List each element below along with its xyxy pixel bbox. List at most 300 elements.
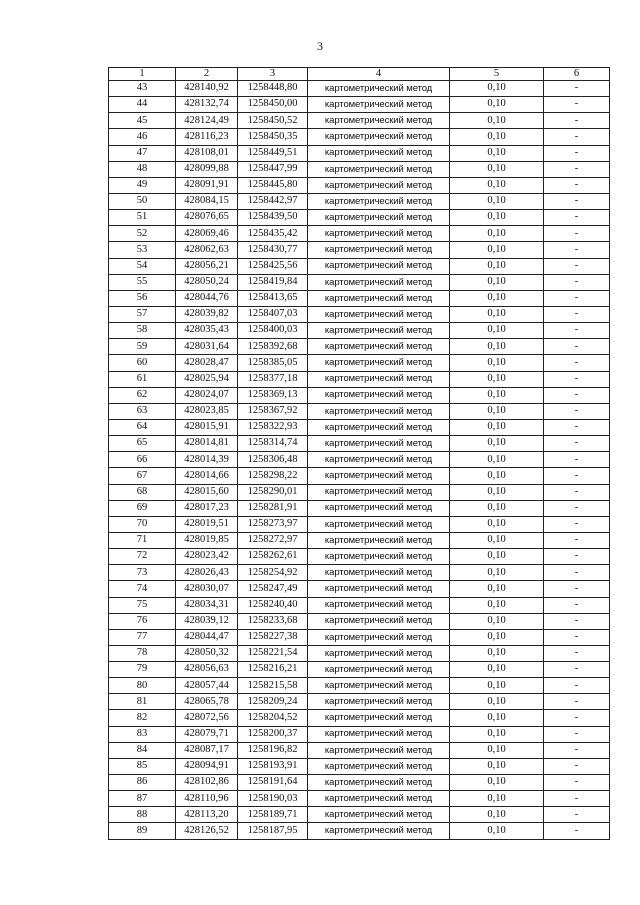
x-coordinate-cell: 428065,78 xyxy=(176,694,238,710)
method-cell: картометрический метод xyxy=(308,629,450,645)
coordinates-table xyxy=(108,67,610,840)
x-coordinate-cell: 428076,65 xyxy=(176,210,238,226)
accuracy-cell: 0,10 xyxy=(450,678,544,694)
accuracy-cell: 0,10 xyxy=(450,791,544,807)
y-coordinate-cell: 1258193,91 xyxy=(238,758,308,774)
point-number-cell: 74 xyxy=(109,581,176,597)
x-coordinate-cell: 428014,39 xyxy=(176,452,238,468)
point-number-cell: 49 xyxy=(109,177,176,193)
note-cell: - xyxy=(544,726,610,742)
point-number-cell: 59 xyxy=(109,339,176,355)
x-coordinate-cell: 428094,91 xyxy=(176,758,238,774)
x-coordinate-cell: 428091,91 xyxy=(176,177,238,193)
accuracy-cell: 0,10 xyxy=(450,258,544,274)
accuracy-cell: 0,10 xyxy=(450,775,544,791)
column-header: 3 xyxy=(238,68,308,81)
y-coordinate-cell: 1258254,92 xyxy=(238,565,308,581)
point-number-cell: 80 xyxy=(109,678,176,694)
y-coordinate-cell: 1258419,84 xyxy=(238,274,308,290)
method-cell: картометрический метод xyxy=(308,662,450,678)
method-cell: картометрический метод xyxy=(308,452,450,468)
note-cell: - xyxy=(544,306,610,322)
table-row xyxy=(109,145,610,161)
point-number-cell: 65 xyxy=(109,436,176,452)
table-row xyxy=(109,452,610,468)
point-number-cell: 47 xyxy=(109,145,176,161)
y-coordinate-cell: 1258450,00 xyxy=(238,97,308,113)
x-coordinate-cell: 428014,81 xyxy=(176,436,238,452)
note-cell: - xyxy=(544,210,610,226)
y-coordinate-cell: 1258377,18 xyxy=(238,371,308,387)
table-row xyxy=(109,484,610,500)
table-row xyxy=(109,129,610,145)
x-coordinate-cell: 428015,60 xyxy=(176,484,238,500)
point-number-cell: 88 xyxy=(109,807,176,823)
method-cell: картометрический метод xyxy=(308,581,450,597)
table-row xyxy=(109,823,610,839)
point-number-cell: 45 xyxy=(109,113,176,129)
method-cell: картометрический метод xyxy=(308,726,450,742)
note-cell: - xyxy=(544,177,610,193)
x-coordinate-cell: 428026,43 xyxy=(176,565,238,581)
x-coordinate-cell: 428102,86 xyxy=(176,775,238,791)
y-coordinate-cell: 1258450,35 xyxy=(238,129,308,145)
y-coordinate-cell: 1258191,64 xyxy=(238,775,308,791)
table-row xyxy=(109,419,610,435)
x-coordinate-cell: 428132,74 xyxy=(176,97,238,113)
table-row xyxy=(109,339,610,355)
x-coordinate-cell: 428099,88 xyxy=(176,161,238,177)
x-coordinate-cell: 428079,71 xyxy=(176,726,238,742)
point-number-cell: 86 xyxy=(109,775,176,791)
x-coordinate-cell: 428072,56 xyxy=(176,710,238,726)
point-number-cell: 53 xyxy=(109,242,176,258)
method-cell: картометрический метод xyxy=(308,274,450,290)
x-coordinate-cell: 428140,92 xyxy=(176,81,238,97)
accuracy-cell: 0,10 xyxy=(450,274,544,290)
point-number-cell: 89 xyxy=(109,823,176,839)
table-row xyxy=(109,387,610,403)
method-cell: картометрический метод xyxy=(308,775,450,791)
point-number-cell: 64 xyxy=(109,419,176,435)
y-coordinate-cell: 1258322,93 xyxy=(238,419,308,435)
y-coordinate-cell: 1258196,82 xyxy=(238,742,308,758)
table-row xyxy=(109,210,610,226)
y-coordinate-cell: 1258209,24 xyxy=(238,694,308,710)
y-coordinate-cell: 1258216,21 xyxy=(238,662,308,678)
x-coordinate-cell: 428110,96 xyxy=(176,791,238,807)
point-number-cell: 69 xyxy=(109,500,176,516)
table-row xyxy=(109,371,610,387)
y-coordinate-cell: 1258187,95 xyxy=(238,823,308,839)
accuracy-cell: 0,10 xyxy=(450,323,544,339)
point-number-cell: 60 xyxy=(109,355,176,371)
x-coordinate-cell: 428087,17 xyxy=(176,742,238,758)
point-number-cell: 61 xyxy=(109,371,176,387)
x-coordinate-cell: 428124,49 xyxy=(176,113,238,129)
y-coordinate-cell: 1258450,52 xyxy=(238,113,308,129)
method-cell: картометрический метод xyxy=(308,226,450,242)
point-number-cell: 62 xyxy=(109,387,176,403)
method-cell: картометрический метод xyxy=(308,823,450,839)
method-cell: картометрический метод xyxy=(308,145,450,161)
note-cell: - xyxy=(544,758,610,774)
x-coordinate-cell: 428019,85 xyxy=(176,532,238,548)
accuracy-cell: 0,10 xyxy=(450,210,544,226)
method-cell: картометрический метод xyxy=(308,565,450,581)
y-coordinate-cell: 1258200,37 xyxy=(238,726,308,742)
accuracy-cell: 0,10 xyxy=(450,371,544,387)
table-row xyxy=(109,775,610,791)
note-cell: - xyxy=(544,710,610,726)
x-coordinate-cell: 428084,15 xyxy=(176,193,238,209)
table-row xyxy=(109,662,610,678)
y-coordinate-cell: 1258385,05 xyxy=(238,355,308,371)
accuracy-cell: 0,10 xyxy=(450,823,544,839)
method-cell: картометрический метод xyxy=(308,387,450,403)
method-cell: картометрический метод xyxy=(308,81,450,97)
note-cell: - xyxy=(544,355,610,371)
table-row xyxy=(109,323,610,339)
x-coordinate-cell: 428017,23 xyxy=(176,500,238,516)
accuracy-cell: 0,10 xyxy=(450,565,544,581)
method-cell: картометрический метод xyxy=(308,742,450,758)
method-cell: картометрический метод xyxy=(308,419,450,435)
accuracy-cell: 0,10 xyxy=(450,113,544,129)
x-coordinate-cell: 428014,66 xyxy=(176,468,238,484)
x-coordinate-cell: 428030,07 xyxy=(176,581,238,597)
method-cell: картометрический метод xyxy=(308,210,450,226)
accuracy-cell: 0,10 xyxy=(450,484,544,500)
table-row xyxy=(109,242,610,258)
method-cell: картометрический метод xyxy=(308,758,450,774)
method-cell: картометрический метод xyxy=(308,339,450,355)
method-cell: картометрический метод xyxy=(308,468,450,484)
method-cell: картометрический метод xyxy=(308,258,450,274)
method-cell: картометрический метод xyxy=(308,371,450,387)
note-cell: - xyxy=(544,484,610,500)
point-number-cell: 70 xyxy=(109,516,176,532)
x-coordinate-cell: 428116,23 xyxy=(176,129,238,145)
accuracy-cell: 0,10 xyxy=(450,403,544,419)
note-cell: - xyxy=(544,258,610,274)
x-coordinate-cell: 428023,85 xyxy=(176,403,238,419)
method-cell: картометрический метод xyxy=(308,500,450,516)
y-coordinate-cell: 1258273,97 xyxy=(238,516,308,532)
point-number-cell: 52 xyxy=(109,226,176,242)
y-coordinate-cell: 1258369,13 xyxy=(238,387,308,403)
x-coordinate-cell: 428044,47 xyxy=(176,629,238,645)
note-cell: - xyxy=(544,807,610,823)
y-coordinate-cell: 1258272,97 xyxy=(238,532,308,548)
method-cell: картометрический метод xyxy=(308,97,450,113)
note-cell: - xyxy=(544,97,610,113)
table-row xyxy=(109,710,610,726)
x-coordinate-cell: 428069,46 xyxy=(176,226,238,242)
point-number-cell: 58 xyxy=(109,323,176,339)
point-number-cell: 84 xyxy=(109,742,176,758)
note-cell: - xyxy=(544,645,610,661)
note-cell: - xyxy=(544,468,610,484)
accuracy-cell: 0,10 xyxy=(450,339,544,355)
point-number-cell: 87 xyxy=(109,791,176,807)
y-coordinate-cell: 1258227,38 xyxy=(238,629,308,645)
table-row xyxy=(109,403,610,419)
table-row xyxy=(109,97,610,113)
note-cell: - xyxy=(544,516,610,532)
method-cell: картометрический метод xyxy=(308,549,450,565)
table-row xyxy=(109,645,610,661)
x-coordinate-cell: 428015,91 xyxy=(176,419,238,435)
point-number-cell: 48 xyxy=(109,161,176,177)
method-cell: картометрический метод xyxy=(308,645,450,661)
note-cell: - xyxy=(544,694,610,710)
y-coordinate-cell: 1258367,92 xyxy=(238,403,308,419)
y-coordinate-cell: 1258439,50 xyxy=(238,210,308,226)
x-coordinate-cell: 428126,52 xyxy=(176,823,238,839)
note-cell: - xyxy=(544,629,610,645)
table-row xyxy=(109,81,610,97)
accuracy-cell: 0,10 xyxy=(450,355,544,371)
point-number-cell: 46 xyxy=(109,129,176,145)
table-row xyxy=(109,678,610,694)
x-coordinate-cell: 428034,31 xyxy=(176,597,238,613)
x-coordinate-cell: 428025,94 xyxy=(176,371,238,387)
point-number-cell: 67 xyxy=(109,468,176,484)
point-number-cell: 54 xyxy=(109,258,176,274)
method-cell: картометрический метод xyxy=(308,129,450,145)
point-number-cell: 63 xyxy=(109,403,176,419)
method-cell: картометрический метод xyxy=(308,403,450,419)
table-row xyxy=(109,807,610,823)
point-number-cell: 43 xyxy=(109,81,176,97)
y-coordinate-cell: 1258425,56 xyxy=(238,258,308,274)
point-number-cell: 55 xyxy=(109,274,176,290)
x-coordinate-cell: 428050,24 xyxy=(176,274,238,290)
y-coordinate-cell: 1258413,65 xyxy=(238,290,308,306)
accuracy-cell: 0,10 xyxy=(450,662,544,678)
note-cell: - xyxy=(544,323,610,339)
accuracy-cell: 0,10 xyxy=(450,290,544,306)
method-cell: картометрический метод xyxy=(308,597,450,613)
method-cell: картометрический метод xyxy=(308,710,450,726)
method-cell: картометрический метод xyxy=(308,113,450,129)
note-cell: - xyxy=(544,290,610,306)
table-row xyxy=(109,436,610,452)
x-coordinate-cell: 428039,82 xyxy=(176,306,238,322)
accuracy-cell: 0,10 xyxy=(450,742,544,758)
y-coordinate-cell: 1258430,77 xyxy=(238,242,308,258)
accuracy-cell: 0,10 xyxy=(450,306,544,322)
accuracy-cell: 0,10 xyxy=(450,807,544,823)
y-coordinate-cell: 1258306,48 xyxy=(238,452,308,468)
table-row xyxy=(109,161,610,177)
point-number-cell: 79 xyxy=(109,662,176,678)
table-header-row xyxy=(109,68,610,81)
column-header: 5 xyxy=(450,68,544,81)
table-body xyxy=(109,81,610,840)
point-number-cell: 66 xyxy=(109,452,176,468)
x-coordinate-cell: 428028,47 xyxy=(176,355,238,371)
table-row xyxy=(109,629,610,645)
y-coordinate-cell: 1258447,99 xyxy=(238,161,308,177)
point-number-cell: 71 xyxy=(109,532,176,548)
note-cell: - xyxy=(544,775,610,791)
note-cell: - xyxy=(544,242,610,258)
accuracy-cell: 0,10 xyxy=(450,581,544,597)
note-cell: - xyxy=(544,419,610,435)
note-cell: - xyxy=(544,81,610,97)
method-cell: картометрический метод xyxy=(308,694,450,710)
y-coordinate-cell: 1258281,91 xyxy=(238,500,308,516)
point-number-cell: 82 xyxy=(109,710,176,726)
x-coordinate-cell: 428024,07 xyxy=(176,387,238,403)
accuracy-cell: 0,10 xyxy=(450,161,544,177)
y-coordinate-cell: 1258407,03 xyxy=(238,306,308,322)
table-row xyxy=(109,694,610,710)
note-cell: - xyxy=(544,226,610,242)
table-row xyxy=(109,306,610,322)
note-cell: - xyxy=(544,452,610,468)
note-cell: - xyxy=(544,500,610,516)
note-cell: - xyxy=(544,791,610,807)
column-header: 6 xyxy=(544,68,610,81)
x-coordinate-cell: 428062,63 xyxy=(176,242,238,258)
method-cell: картометрический метод xyxy=(308,306,450,322)
x-coordinate-cell: 428050,32 xyxy=(176,645,238,661)
y-coordinate-cell: 1258204,52 xyxy=(238,710,308,726)
accuracy-cell: 0,10 xyxy=(450,97,544,113)
y-coordinate-cell: 1258240,40 xyxy=(238,597,308,613)
method-cell: картометрический метод xyxy=(308,177,450,193)
table-row xyxy=(109,274,610,290)
note-cell: - xyxy=(544,549,610,565)
note-cell: - xyxy=(544,436,610,452)
y-coordinate-cell: 1258233,68 xyxy=(238,613,308,629)
accuracy-cell: 0,10 xyxy=(450,242,544,258)
y-coordinate-cell: 1258215,58 xyxy=(238,678,308,694)
note-cell: - xyxy=(544,678,610,694)
accuracy-cell: 0,10 xyxy=(450,710,544,726)
note-cell: - xyxy=(544,662,610,678)
x-coordinate-cell: 428023,42 xyxy=(176,549,238,565)
method-cell: картометрический метод xyxy=(308,678,450,694)
method-cell: картометрический метод xyxy=(308,436,450,452)
y-coordinate-cell: 1258190,03 xyxy=(238,791,308,807)
accuracy-cell: 0,10 xyxy=(450,468,544,484)
accuracy-cell: 0,10 xyxy=(450,145,544,161)
point-number-cell: 73 xyxy=(109,565,176,581)
x-coordinate-cell: 428056,21 xyxy=(176,258,238,274)
table-row xyxy=(109,290,610,306)
table-row xyxy=(109,532,610,548)
column-header: 2 xyxy=(176,68,238,81)
y-coordinate-cell: 1258189,71 xyxy=(238,807,308,823)
x-coordinate-cell: 428057,44 xyxy=(176,678,238,694)
point-number-cell: 75 xyxy=(109,597,176,613)
note-cell: - xyxy=(544,532,610,548)
y-coordinate-cell: 1258449,51 xyxy=(238,145,308,161)
note-cell: - xyxy=(544,597,610,613)
table-row xyxy=(109,791,610,807)
y-coordinate-cell: 1258314,74 xyxy=(238,436,308,452)
table-row xyxy=(109,613,610,629)
table-row xyxy=(109,581,610,597)
point-number-cell: 77 xyxy=(109,629,176,645)
point-number-cell: 56 xyxy=(109,290,176,306)
accuracy-cell: 0,10 xyxy=(450,645,544,661)
point-number-cell: 76 xyxy=(109,613,176,629)
accuracy-cell: 0,10 xyxy=(450,226,544,242)
column-header: 4 xyxy=(308,68,450,81)
method-cell: картометрический метод xyxy=(308,193,450,209)
note-cell: - xyxy=(544,129,610,145)
point-number-cell: 51 xyxy=(109,210,176,226)
note-cell: - xyxy=(544,371,610,387)
accuracy-cell: 0,10 xyxy=(450,629,544,645)
point-number-cell: 83 xyxy=(109,726,176,742)
table-row xyxy=(109,565,610,581)
accuracy-cell: 0,10 xyxy=(450,532,544,548)
point-number-cell: 68 xyxy=(109,484,176,500)
x-coordinate-cell: 428019,51 xyxy=(176,516,238,532)
note-cell: - xyxy=(544,742,610,758)
table-row xyxy=(109,597,610,613)
accuracy-cell: 0,10 xyxy=(450,81,544,97)
accuracy-cell: 0,10 xyxy=(450,613,544,629)
note-cell: - xyxy=(544,339,610,355)
x-coordinate-cell: 428113,20 xyxy=(176,807,238,823)
y-coordinate-cell: 1258262,61 xyxy=(238,549,308,565)
point-number-cell: 78 xyxy=(109,645,176,661)
method-cell: картометрический метод xyxy=(308,242,450,258)
x-coordinate-cell: 428039,12 xyxy=(176,613,238,629)
table-row xyxy=(109,258,610,274)
point-number-cell: 57 xyxy=(109,306,176,322)
accuracy-cell: 0,10 xyxy=(450,452,544,468)
accuracy-cell: 0,10 xyxy=(450,726,544,742)
table-row xyxy=(109,516,610,532)
y-coordinate-cell: 1258290,01 xyxy=(238,484,308,500)
method-cell: картометрический метод xyxy=(308,613,450,629)
accuracy-cell: 0,10 xyxy=(450,500,544,516)
method-cell: картометрический метод xyxy=(308,807,450,823)
note-cell: - xyxy=(544,613,610,629)
point-number-cell: 50 xyxy=(109,193,176,209)
table-row xyxy=(109,726,610,742)
y-coordinate-cell: 1258400,03 xyxy=(238,323,308,339)
accuracy-cell: 0,10 xyxy=(450,177,544,193)
table-row xyxy=(109,193,610,209)
method-cell: картометрический метод xyxy=(308,516,450,532)
x-coordinate-cell: 428056,63 xyxy=(176,662,238,678)
accuracy-cell: 0,10 xyxy=(450,597,544,613)
point-number-cell: 44 xyxy=(109,97,176,113)
accuracy-cell: 0,10 xyxy=(450,387,544,403)
table-row xyxy=(109,742,610,758)
table-row xyxy=(109,355,610,371)
y-coordinate-cell: 1258445,80 xyxy=(238,177,308,193)
note-cell: - xyxy=(544,403,610,419)
table-row xyxy=(109,177,610,193)
table-row xyxy=(109,758,610,774)
note-cell: - xyxy=(544,387,610,403)
method-cell: картометрический метод xyxy=(308,290,450,306)
x-coordinate-cell: 428035,43 xyxy=(176,323,238,339)
note-cell: - xyxy=(544,823,610,839)
method-cell: картометрический метод xyxy=(308,532,450,548)
y-coordinate-cell: 1258448,80 xyxy=(238,81,308,97)
